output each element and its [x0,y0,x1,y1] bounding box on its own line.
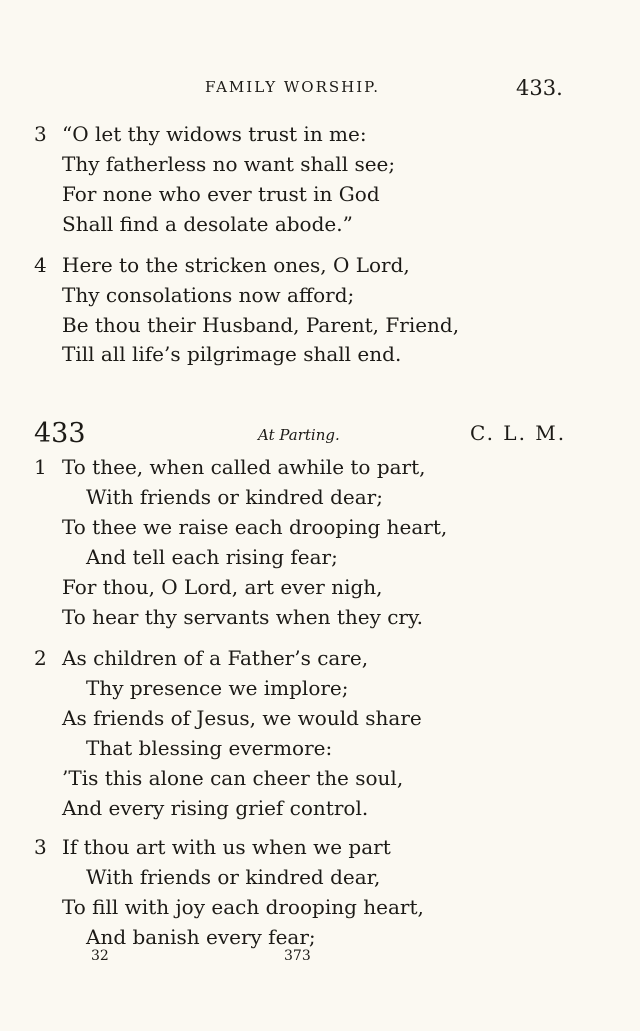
verse-text: Here to the stricken ones, O Lord, [62,253,410,277]
verse-number: 2 [34,646,47,670]
verse-text: With friends or kindred dear; [86,485,383,509]
hymn-meter: C. L. M. [470,421,567,445]
verse-text: To hear thy servants when they cry. [62,605,423,629]
signature-mark: 32 [91,948,109,964]
verse-text: Thy presence we implore; [86,676,349,700]
verse-text: As friends of Jesus, we would share [62,706,422,730]
verse-text: Thy consolations now afford; [62,283,355,307]
verse-text: And banish every fear; [86,925,316,949]
hymn-number: 433 [34,418,86,449]
verse-text: For none who ever trust in God [62,182,380,206]
verse-text: If thou art with us when we part [62,835,391,859]
verse-text: As children of a Father’s care, [62,646,369,670]
verse-text: Be thou their Husband, Parent, Friend, [62,313,460,337]
page-header [0,76,640,106]
verse-number: 4 [34,253,47,277]
page-number: 433. [516,76,563,100]
verse-text: For thou, O Lord, art ever nigh, [62,575,383,599]
verse-text: With friends or kindred dear, [86,865,381,889]
verse-text: “O let thy widows trust in me: [62,122,367,146]
verse-text: That blessing evermore: [86,736,333,760]
folio-number: 373 [284,948,311,964]
verse-number: 3 [34,835,47,859]
verse-text: And tell each rising fear; [86,545,338,569]
verse-number: 1 [34,455,47,479]
hymn-heading [0,418,640,450]
running-title: FAMILY WORSHIP. [205,78,381,96]
verse-text: ’Tis this alone can cheer the soul, [62,766,404,790]
verse-number: 3 [34,122,47,146]
page-footer [0,948,640,968]
verse-text: To thee we raise each drooping heart, [62,515,448,539]
verse-text: Till all life’s pilgrimage shall end. [62,342,402,366]
verse-text: To fill with joy each drooping heart, [62,895,424,919]
verse-text: And every rising grief control. [62,796,369,820]
verse-text: To thee, when called awhile to part, [62,455,426,479]
verse-text: Shall find a desolate abode.” [62,212,353,236]
hymn-title: At Parting. [258,426,340,444]
verse-text: Thy fatherless no want shall see; [62,152,396,176]
